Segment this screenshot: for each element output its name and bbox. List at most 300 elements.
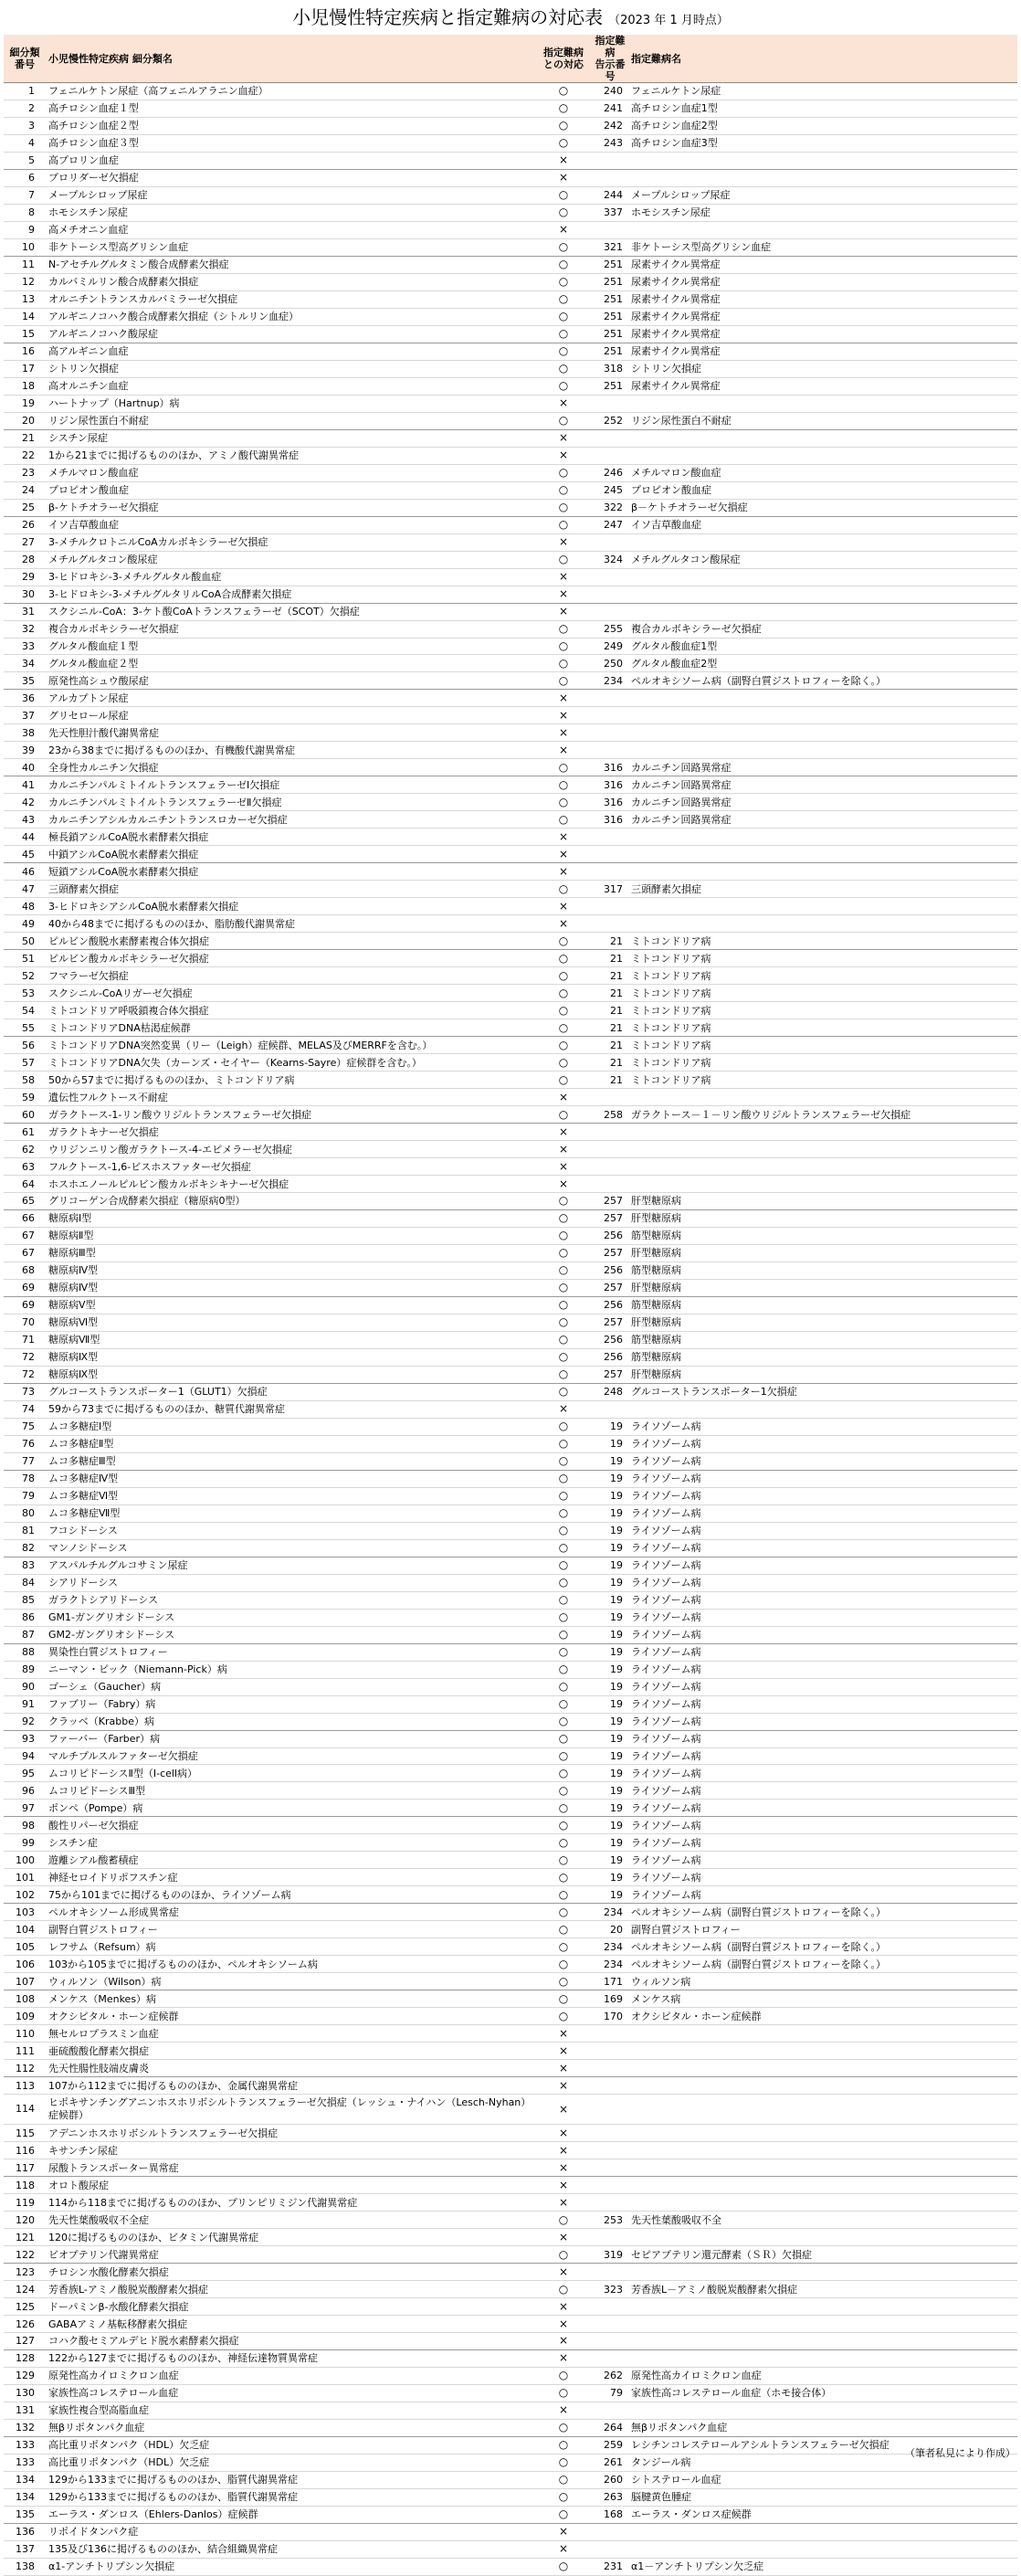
- row-pediatric-name: グルタル酸血症２型: [46, 655, 535, 672]
- row-code: [592, 395, 628, 412]
- row-number: 46: [4, 863, 46, 881]
- header-match: 指定難病 との対応: [535, 35, 592, 83]
- row-match-mark: ○: [535, 1487, 592, 1504]
- table-row: [4, 759, 1017, 776]
- row-designated-name: ガラクトース－１－リン酸ウリジルトランスフェラーゼ欠損症: [628, 1106, 1017, 1124]
- row-number: 12: [4, 273, 46, 290]
- row-match-mark: ○: [535, 950, 592, 967]
- row-designated-name: ライソゾーム病: [628, 1574, 1017, 1591]
- row-code: 245: [592, 481, 628, 499]
- row-match-mark: ×: [535, 724, 592, 742]
- row-match-mark: ×: [535, 742, 592, 759]
- row-match-mark: ×: [535, 169, 592, 186]
- row-pediatric-name: ミトコンドリアDNA突然変異（リー（Leigh）症候群、MELAS及びMERRFを含む。）: [46, 1037, 535, 1054]
- row-designated-name: 肝型糖原病: [628, 1314, 1017, 1331]
- table-row: [4, 377, 1017, 395]
- row-number: 96: [4, 1782, 46, 1800]
- row-match-mark: ○: [535, 1470, 592, 1487]
- row-code: 250: [592, 655, 628, 672]
- row-match-mark: ○: [535, 412, 592, 429]
- row-designated-name: [628, 2194, 1017, 2212]
- row-code: 231: [592, 2558, 628, 2575]
- row-pediatric-name: 原発性高カイロミクロン血症: [46, 2367, 535, 2384]
- row-code: 251: [592, 256, 628, 273]
- row-designated-name: グルコーストランスポーター1欠損症: [628, 1383, 1017, 1400]
- row-number: 111: [4, 2043, 46, 2060]
- row-designated-name: ライソゾーム病: [628, 1418, 1017, 1435]
- row-number: 31: [4, 603, 46, 620]
- table-row: [4, 1366, 1017, 1383]
- table-row: [4, 2060, 1017, 2077]
- row-pediatric-name: 高チロシン血症２型: [46, 117, 535, 134]
- row-number: 71: [4, 1331, 46, 1348]
- row-designated-name: グルタル酸血症2型: [628, 655, 1017, 672]
- row-code: 262: [592, 2367, 628, 2384]
- row-match-mark: ×: [535, 1400, 592, 1418]
- row-pediatric-name: 122から127までに掲げるもののほか、神経伝達物質異常症: [46, 2349, 535, 2367]
- table-row: [4, 933, 1017, 950]
- row-designated-name: ミトコンドリア病: [628, 933, 1017, 950]
- row-number: 125: [4, 2298, 46, 2316]
- table-row: [4, 395, 1017, 412]
- row-number: 37: [4, 707, 46, 724]
- row-designated-name: [628, 169, 1017, 186]
- row-match-mark: ○: [535, 117, 592, 134]
- row-code: [592, 1158, 628, 1176]
- row-pediatric-name: 全身性カルニチン欠損症: [46, 759, 535, 776]
- row-pediatric-name: オクシピタル・ホーン症候群: [46, 2008, 535, 2025]
- row-number: 42: [4, 794, 46, 811]
- row-match-mark: ○: [535, 481, 592, 499]
- table-row: [4, 1591, 1017, 1609]
- table-row: [4, 2025, 1017, 2043]
- row-code: 19: [592, 1713, 628, 1730]
- row-match-mark: ×: [535, 2077, 592, 2095]
- row-match-mark: ○: [535, 1366, 592, 1383]
- row-number: 105: [4, 1938, 46, 1956]
- row-number: 136: [4, 2523, 46, 2540]
- row-pediatric-name: N-アセチルグルタミン酸合成酵素欠損症: [46, 256, 535, 273]
- row-match-mark: ×: [535, 2194, 592, 2212]
- row-match-mark: ○: [535, 343, 592, 360]
- row-pediatric-name: フルクトース-1,6-ビスホスファターゼ欠損症: [46, 1158, 535, 1176]
- row-pediatric-name: ホスホエノールピルビン酸カルボキシキナーゼ欠損症: [46, 1176, 535, 1193]
- table-row: [4, 1557, 1017, 1574]
- row-designated-name: [628, 221, 1017, 238]
- row-pediatric-name: 107から112までに掲げるもののほか、金属代謝異常症: [46, 2077, 535, 2095]
- row-designated-name: [628, 2060, 1017, 2077]
- table-row: [4, 2125, 1017, 2142]
- row-pediatric-name: カルニチンパルミトイルトランスフェラーゼⅠ欠損症: [46, 776, 535, 794]
- table-row: [4, 742, 1017, 759]
- row-pediatric-name: リポイドタンパク症: [46, 2523, 535, 2540]
- row-pediatric-name: 芳香族L-アミノ酸脱炭酸酵素欠損症: [46, 2281, 535, 2298]
- row-match-mark: ○: [535, 1661, 592, 1678]
- row-number: 66: [4, 1209, 46, 1227]
- row-designated-name: ミトコンドリア病: [628, 1037, 1017, 1054]
- row-pediatric-name: 3-ヒドロキシ-3-メチルグルタル酸血症: [46, 568, 535, 586]
- row-number: 1: [4, 83, 46, 100]
- row-code: [592, 2025, 628, 2043]
- row-number: 83: [4, 1557, 46, 1574]
- row-pediatric-name: 中鎖アシルCoA脱水素酵素欠損症: [46, 846, 535, 863]
- row-pediatric-name: 先天性葉酸吸収不全症: [46, 2212, 535, 2229]
- row-designated-name: ミトコンドリア病: [628, 1019, 1017, 1037]
- row-code: 256: [592, 1348, 628, 1366]
- table-row: [4, 2095, 1017, 2125]
- row-number: 17: [4, 360, 46, 377]
- row-number: 13: [4, 290, 46, 308]
- row-number: 30: [4, 586, 46, 603]
- row-number: 32: [4, 620, 46, 638]
- row-code: 316: [592, 759, 628, 776]
- row-designated-name: [628, 2095, 1017, 2125]
- row-code: 322: [592, 499, 628, 516]
- row-designated-name: [628, 724, 1017, 742]
- row-code: [592, 2077, 628, 2095]
- row-match-mark: ○: [535, 776, 592, 794]
- row-number: 54: [4, 1002, 46, 1019]
- header-designated-name: 指定難病名: [628, 35, 1017, 83]
- row-match-mark: ×: [535, 447, 592, 464]
- row-designated-name: ミトコンドリア病: [628, 1054, 1017, 1072]
- row-pediatric-name: 135及び136に掲げるもののほか、結合組織異常症: [46, 2540, 535, 2558]
- row-code: 256: [592, 1296, 628, 1314]
- table-row: [4, 950, 1017, 967]
- row-designated-name: ミトコンドリア病: [628, 1072, 1017, 1089]
- table-row: [4, 794, 1017, 811]
- title-date: （2023 年 1 月時点）: [608, 14, 729, 27]
- row-number: 107: [4, 1973, 46, 1990]
- row-number: 134: [4, 2471, 46, 2488]
- row-match-mark: ○: [535, 204, 592, 221]
- row-pediatric-name: スクシニル-CoA：3-ケト酸CoAトランスフェラーゼ（SCOT）欠損症: [46, 603, 535, 620]
- row-match-mark: ○: [535, 1244, 592, 1262]
- table-row: [4, 1262, 1017, 1279]
- table-row: [4, 1124, 1017, 1141]
- row-number: 109: [4, 2008, 46, 2025]
- row-pediatric-name: 糖原病Ⅱ型: [46, 1227, 535, 1244]
- row-pediatric-name: ハートナップ（Hartnup）病: [46, 395, 535, 412]
- table-row: [4, 516, 1017, 533]
- row-match-mark: ○: [535, 638, 592, 655]
- row-pediatric-name: 糖原病Ⅸ型: [46, 1366, 535, 1383]
- row-designated-name: 芳香族L－アミノ酸脱炭酸酵素欠損症: [628, 2281, 1017, 2298]
- row-number: 104: [4, 1921, 46, 1938]
- row-number: 108: [4, 1990, 46, 2008]
- table-header: [4, 35, 1017, 83]
- row-number: 118: [4, 2177, 46, 2194]
- row-designated-name: [628, 2177, 1017, 2194]
- row-designated-name: ペルオキシソーム病（副腎白質ジストロフィーを除く。）: [628, 1904, 1017, 1921]
- row-pediatric-name: ミトコンドリアDNA欠失（カーンズ・セイヤー（Kearns-Sayre）症候群を含む。）: [46, 1054, 535, 1072]
- table-row: [4, 1037, 1017, 1054]
- table-row: [4, 533, 1017, 551]
- row-code: [592, 2043, 628, 2060]
- row-match-mark: ○: [535, 1904, 592, 1921]
- row-number: 67: [4, 1244, 46, 1262]
- row-designated-name: ライソゾーム病: [628, 1487, 1017, 1504]
- row-designated-name: [628, 742, 1017, 759]
- table-row: [4, 863, 1017, 881]
- table-row: [4, 2008, 1017, 2025]
- table-row: [4, 1678, 1017, 1695]
- row-match-mark: ○: [535, 1522, 592, 1539]
- row-pediatric-name: 103から105までに掲げるもののほか、ペルオキシソーム病: [46, 1956, 535, 1973]
- row-designated-name: ミトコンドリア病: [628, 950, 1017, 967]
- row-designated-name: フェニルケトン尿症: [628, 83, 1017, 100]
- row-pediatric-name: ガラクトース-1-リン酸ウリジルトランスフェラーゼ欠損症: [46, 1106, 535, 1124]
- row-number: 100: [4, 1852, 46, 1869]
- table-row: [4, 1504, 1017, 1522]
- row-pediatric-name: 糖原病Ⅲ型: [46, 1244, 535, 1262]
- row-number: 5: [4, 152, 46, 169]
- row-designated-name: [628, 2523, 1017, 2540]
- row-match-mark: ○: [535, 1852, 592, 1869]
- table-row: [4, 1470, 1017, 1487]
- row-designated-name: [628, 395, 1017, 412]
- row-number: 122: [4, 2246, 46, 2264]
- table-row: [4, 2523, 1017, 2540]
- table-row: [4, 1834, 1017, 1852]
- row-number: 27: [4, 533, 46, 551]
- table-body: [4, 83, 1017, 2576]
- row-pediatric-name: 129から133までに掲げるもののほか、脂質代謝異常症: [46, 2488, 535, 2506]
- table-row: [4, 1054, 1017, 1072]
- row-designated-name: ライソゾーム病: [628, 1747, 1017, 1765]
- row-match-mark: ×: [535, 2540, 592, 2558]
- row-match-mark: ○: [535, 672, 592, 690]
- row-match-mark: ○: [535, 2436, 592, 2454]
- row-match-mark: ○: [535, 2246, 592, 2264]
- row-pediatric-name: ピルビン酸脱水素酵素複合体欠損症: [46, 933, 535, 950]
- row-match-mark: ○: [535, 1209, 592, 1227]
- row-code: 168: [592, 2506, 628, 2523]
- row-designated-name: 肝型糖原病: [628, 1193, 1017, 1210]
- row-match-mark: ×: [535, 2177, 592, 2194]
- row-number: 99: [4, 1834, 46, 1852]
- row-number: 72: [4, 1366, 46, 1383]
- row-match-mark: ○: [535, 325, 592, 343]
- row-designated-name: ライソゾーム病: [628, 1713, 1017, 1730]
- row-number: 48: [4, 898, 46, 915]
- table-row: [4, 1331, 1017, 1348]
- row-match-mark: ○: [535, 308, 592, 325]
- row-code: 319: [592, 2246, 628, 2264]
- table-row: [4, 2471, 1017, 2488]
- table-row: [4, 2246, 1017, 2264]
- row-match-mark: ○: [535, 1713, 592, 1730]
- row-code: 247: [592, 516, 628, 533]
- table-row: [4, 829, 1017, 846]
- row-code: 256: [592, 1331, 628, 1348]
- row-number: 67: [4, 1227, 46, 1244]
- row-match-mark: ○: [535, 2488, 592, 2506]
- row-pediatric-name: 高チロシン血症１型: [46, 100, 535, 117]
- row-code: 251: [592, 308, 628, 325]
- row-pediatric-name: シトリン欠損症: [46, 360, 535, 377]
- row-code: 251: [592, 325, 628, 343]
- row-code: 244: [592, 186, 628, 204]
- row-designated-name: 尿素サイクル異常症: [628, 273, 1017, 290]
- row-match-mark: ×: [535, 2523, 592, 2540]
- row-designated-name: リジン尿性蛋白不耐症: [628, 412, 1017, 429]
- row-code: 253: [592, 2212, 628, 2229]
- table-row: [4, 586, 1017, 603]
- table-row: [4, 1176, 1017, 1193]
- row-number: 23: [4, 464, 46, 481]
- row-pediatric-name: 75から101までに掲げるもののほか、ライソゾーム病: [46, 1886, 535, 1904]
- row-match-mark: ×: [535, 829, 592, 846]
- row-number: 52: [4, 967, 46, 985]
- row-match-mark: ○: [535, 516, 592, 533]
- row-designated-name: [628, 2159, 1017, 2177]
- row-number: 129: [4, 2367, 46, 2384]
- table-row: [4, 2558, 1017, 2575]
- row-pediatric-name: ファブリー（Fabry）病: [46, 1695, 535, 1713]
- row-designated-name: [628, 603, 1017, 620]
- table-row: [4, 568, 1017, 586]
- row-designated-name: 複合カルボキシラーゼ欠損症: [628, 620, 1017, 638]
- row-designated-name: メンケス病: [628, 1990, 1017, 2008]
- row-match-mark: ○: [535, 256, 592, 273]
- row-match-mark: ○: [535, 2212, 592, 2229]
- table-row: [4, 290, 1017, 308]
- row-pediatric-name: 糖原病Ⅳ型: [46, 1279, 535, 1296]
- row-match-mark: ○: [535, 2384, 592, 2402]
- row-code: 21: [592, 1002, 628, 1019]
- row-designated-name: 先天性葉酸吸収不全: [628, 2212, 1017, 2229]
- row-code: 21: [592, 950, 628, 967]
- row-number: 75: [4, 1418, 46, 1435]
- row-match-mark: ○: [535, 1037, 592, 1054]
- table-row: [4, 1418, 1017, 1435]
- row-pediatric-name: シスチン尿症: [46, 429, 535, 447]
- row-code: 251: [592, 377, 628, 395]
- row-designated-name: 尿素サイクル異常症: [628, 343, 1017, 360]
- row-pediatric-name: マンノシドーシス: [46, 1539, 535, 1557]
- table-row: [4, 412, 1017, 429]
- row-code: [592, 1176, 628, 1193]
- row-pediatric-name: 高比重リポタンパク（HDL）欠乏症: [46, 2436, 535, 2454]
- row-pediatric-name: 高アルギニン血症: [46, 343, 535, 360]
- row-designated-name: ミトコンドリア病: [628, 967, 1017, 985]
- row-code: 21: [592, 967, 628, 985]
- row-pediatric-name: 家族性複合型高脂血症: [46, 2402, 535, 2419]
- row-pediatric-name: ヒポキサンチングアニンホスホリボシルトランスフェラーゼ欠損症（レッシュ・ナイハン（Lesch-Nyhan）症候群）: [46, 2095, 535, 2125]
- row-code: 21: [592, 1054, 628, 1072]
- table-row: [4, 1713, 1017, 1730]
- row-designated-name: [628, 2077, 1017, 2095]
- table-row: [4, 1904, 1017, 1921]
- row-match-mark: ○: [535, 1348, 592, 1366]
- row-pediatric-name: 114から118までに掲げるもののほか、プリンピリミジン代謝異常症: [46, 2194, 535, 2212]
- row-designated-name: [628, 690, 1017, 707]
- row-pediatric-name: 糖原病Ⅸ型: [46, 1348, 535, 1366]
- row-number: 50: [4, 933, 46, 950]
- row-match-mark: ×: [535, 2264, 592, 2281]
- row-pediatric-name: ドーパミンβ-水酸化酵素欠損症: [46, 2298, 535, 2316]
- row-designated-name: [628, 586, 1017, 603]
- row-match-mark: ○: [535, 2367, 592, 2384]
- footer-note: （筆者私見により作成）: [905, 2447, 1016, 2459]
- row-designated-name: 高チロシン血症1型: [628, 100, 1017, 117]
- row-number: 123: [4, 2264, 46, 2281]
- row-code: 169: [592, 1990, 628, 2008]
- table-row: [4, 1002, 1017, 1019]
- row-pediatric-name: ムコリピドーシスⅢ型: [46, 1782, 535, 1800]
- row-designated-name: 脳腱黄色腫症: [628, 2488, 1017, 2506]
- row-match-mark: ○: [535, 238, 592, 256]
- table-row: [4, 1383, 1017, 1400]
- row-match-mark: ○: [535, 1747, 592, 1765]
- table-row: [4, 2077, 1017, 2095]
- row-number: 51: [4, 950, 46, 967]
- row-designated-name: 尿素サイクル異常症: [628, 325, 1017, 343]
- row-pediatric-name: 120に掲げるもののほか、ビタミン代謝異常症: [46, 2229, 535, 2246]
- row-code: 19: [592, 1817, 628, 1834]
- row-designated-name: ライソゾーム病: [628, 1661, 1017, 1678]
- row-number: 92: [4, 1713, 46, 1730]
- row-code: 248: [592, 1383, 628, 1400]
- row-designated-name: [628, 2125, 1017, 2142]
- row-code: 21: [592, 1072, 628, 1089]
- row-match-mark: ○: [535, 1956, 592, 1973]
- row-match-mark: ○: [535, 377, 592, 395]
- row-code: [592, 2316, 628, 2333]
- row-designated-name: シトステロール血症: [628, 2471, 1017, 2488]
- row-number: 62: [4, 1141, 46, 1158]
- row-pediatric-name: 糖原病Ⅳ型: [46, 1262, 535, 1279]
- correspondence-table: [4, 35, 1017, 2576]
- row-designated-name: グルタル酸血症1型: [628, 638, 1017, 655]
- table-row: [4, 690, 1017, 707]
- row-match-mark: ○: [535, 1730, 592, 1747]
- row-number: 110: [4, 2025, 46, 2043]
- row-number: 69: [4, 1296, 46, 1314]
- row-designated-name: ミトコンドリア病: [628, 1002, 1017, 1019]
- row-match-mark: ○: [535, 1990, 592, 2008]
- row-match-mark: ○: [535, 2506, 592, 2523]
- row-pediatric-name: ガラクトシアリドーシス: [46, 1591, 535, 1609]
- row-match-mark: ×: [535, 152, 592, 169]
- row-pediatric-name: 3-メチルクロトニルCoAカルボキシラーゼ欠損症: [46, 533, 535, 551]
- row-pediatric-name: レフサム（Refsum）病: [46, 1938, 535, 1956]
- row-code: 255: [592, 620, 628, 638]
- row-match-mark: ○: [535, 1452, 592, 1470]
- row-designated-name: [628, 447, 1017, 464]
- row-pediatric-name: 129から133までに掲げるもののほか、脂質代謝異常症: [46, 2471, 535, 2488]
- row-match-mark: ○: [535, 1574, 592, 1591]
- row-code: 19: [592, 1609, 628, 1626]
- row-code: 243: [592, 134, 628, 152]
- row-number: 44: [4, 829, 46, 846]
- row-designated-name: [628, 2025, 1017, 2043]
- row-designated-name: 肝型糖原病: [628, 1209, 1017, 1227]
- row-code: [592, 603, 628, 620]
- row-code: 19: [592, 1869, 628, 1886]
- row-number: 68: [4, 1262, 46, 1279]
- row-designated-name: ライソゾーム病: [628, 1504, 1017, 1522]
- row-code: 19: [592, 1782, 628, 1800]
- row-number: 133: [4, 2436, 46, 2454]
- row-code: 316: [592, 811, 628, 829]
- row-match-mark: ×: [535, 2142, 592, 2159]
- row-code: 19: [592, 1591, 628, 1609]
- table-row: [4, 464, 1017, 481]
- table-row: [4, 1938, 1017, 1956]
- row-code: 19: [592, 1557, 628, 1574]
